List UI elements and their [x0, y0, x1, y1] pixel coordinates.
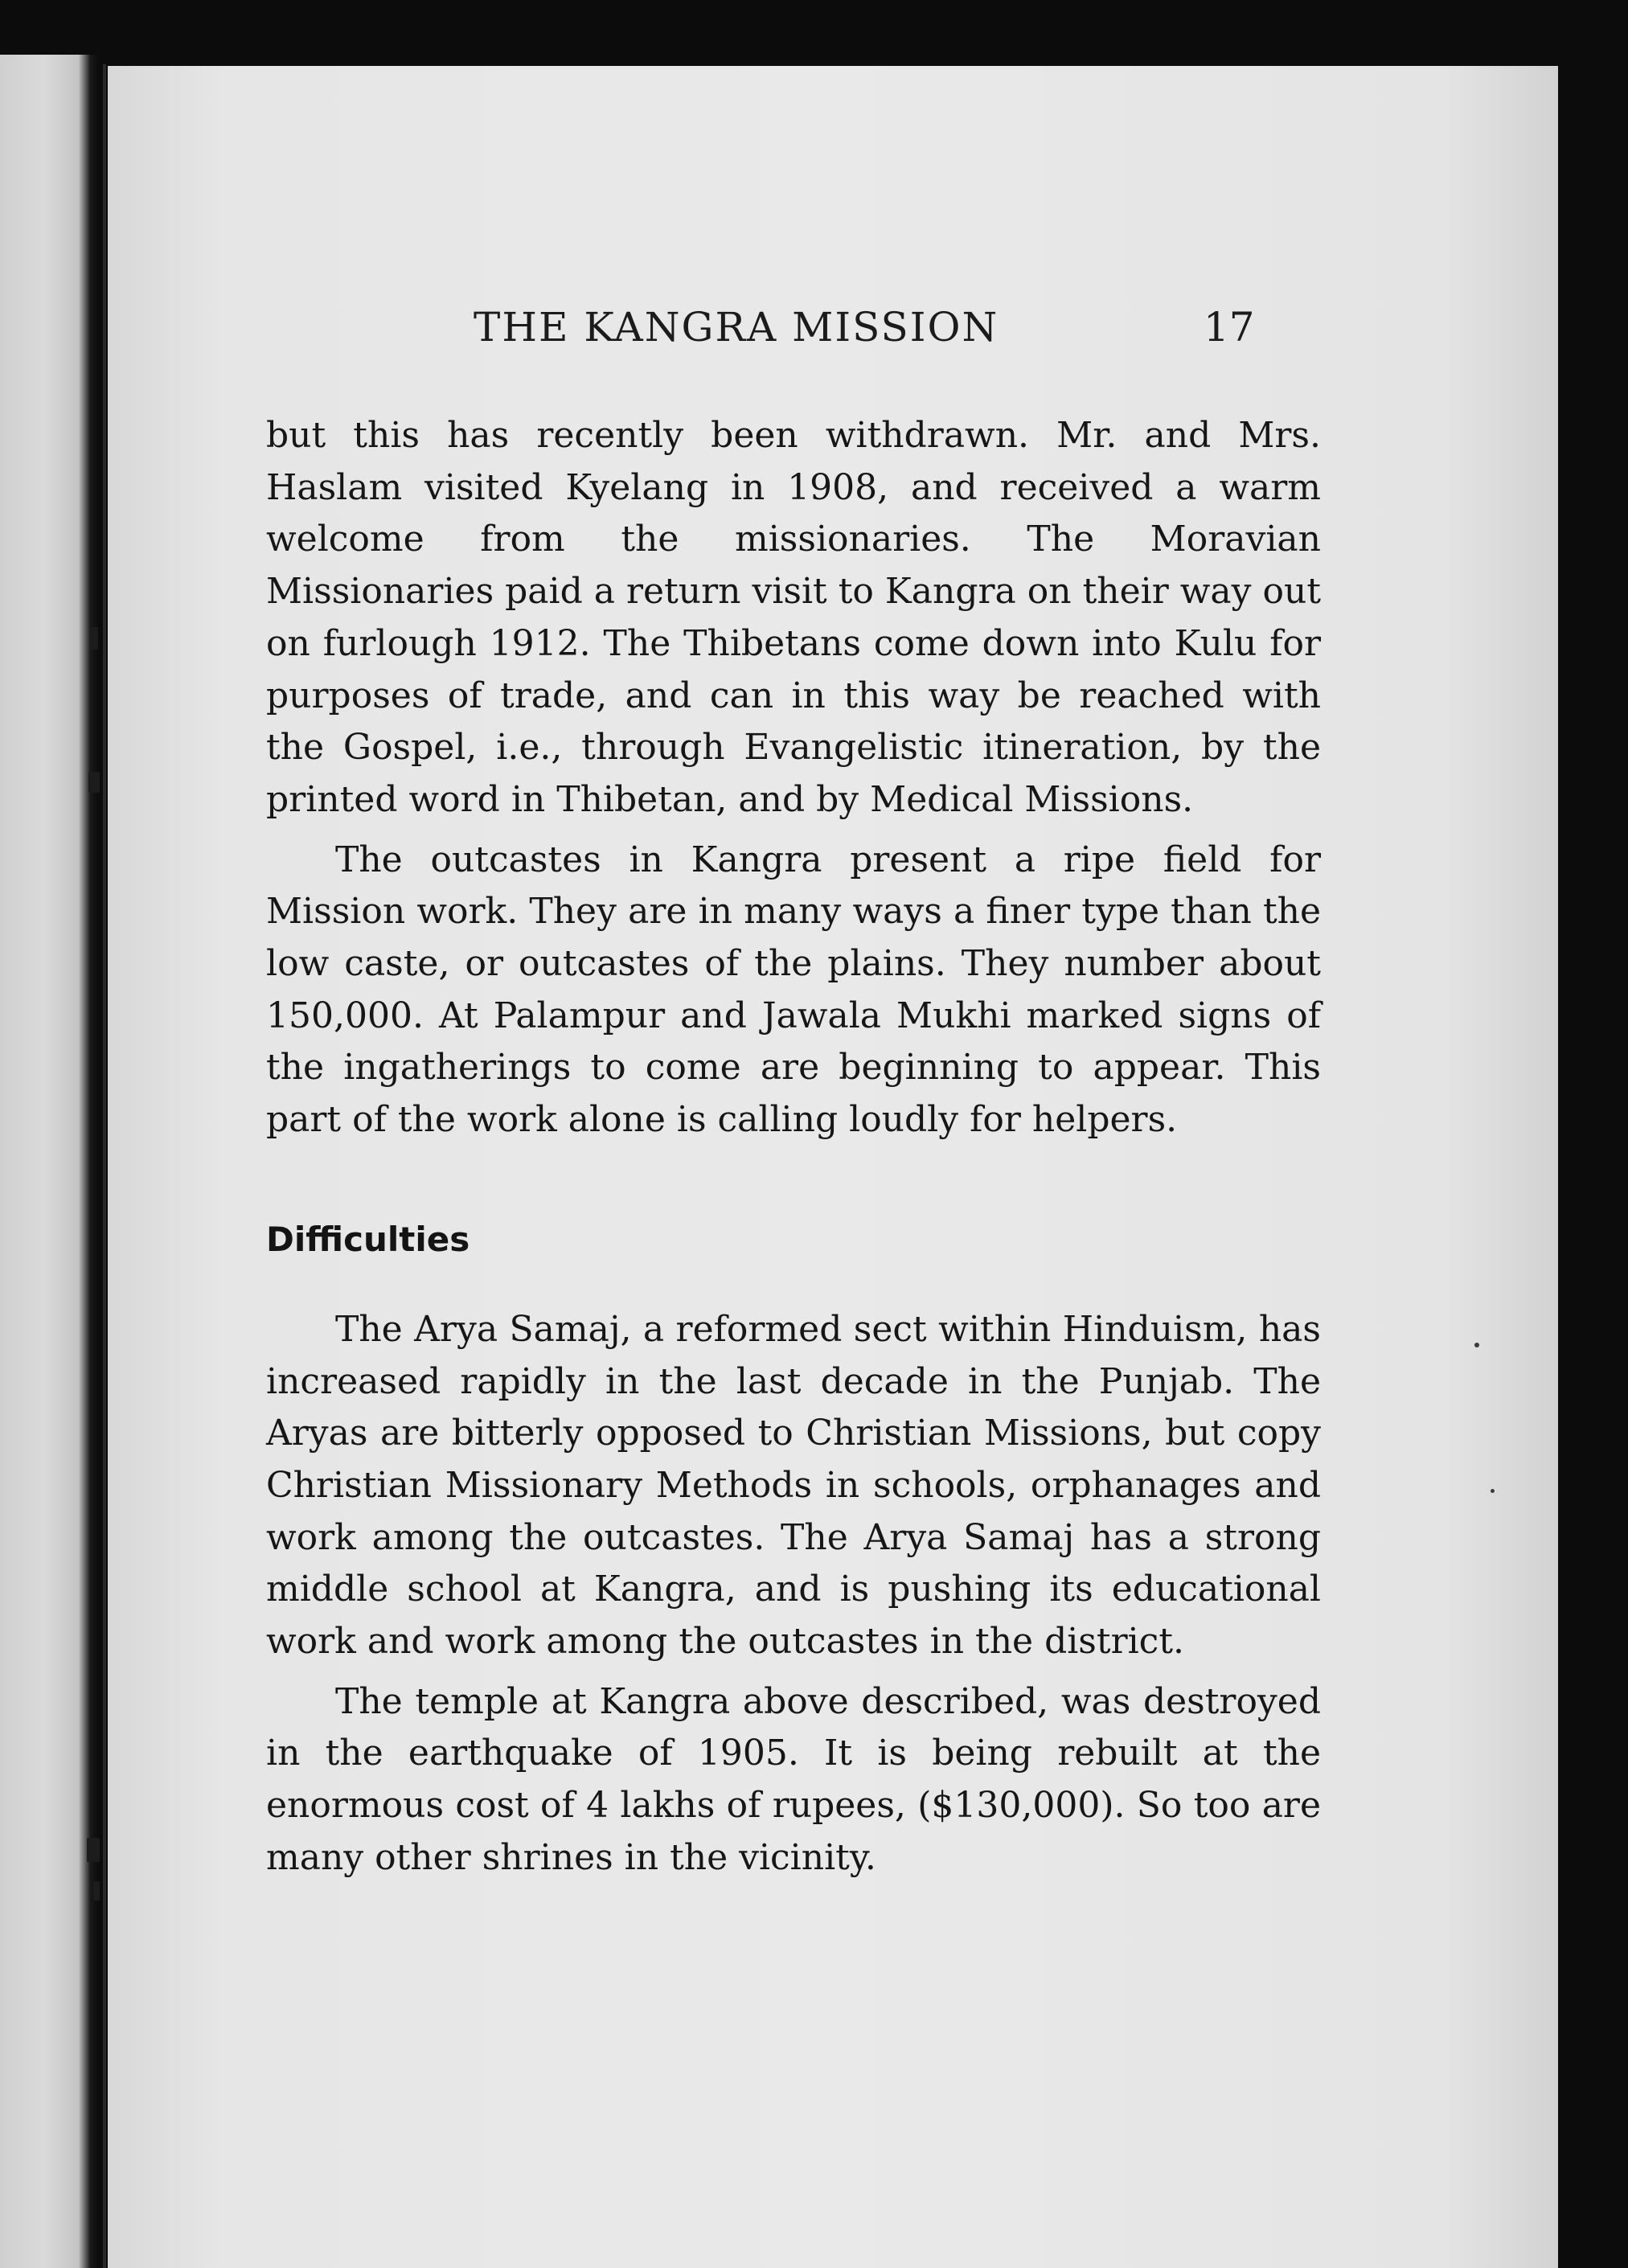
body-text	[266, 410, 1321, 1885]
running-head	[108, 304, 1558, 360]
paragraph: The Arya Samaj, a reformed sect within Hinduism, has increased rapidly in the last decade in the Punjab. The Aryas are bitterly opposed to Christian Missions, but copy Christian Missionary Methods in schools, orphanages and work among the outcastes. The Arya Samaj has a strong middle school at Kangra, and is pushing its educational work and work among the outcastes in the district.	[266, 1308, 1321, 1663]
spine-mark	[93, 1881, 100, 1901]
scan-speck	[1474, 1343, 1479, 1347]
facing-page-edge	[0, 55, 98, 2268]
spine-mark	[87, 1838, 100, 1862]
paragraph: The outcastes in Kangra present a ripe field for Mission work. They are in many ways a finer type than the low caste, or outcastes of the plains. They number about 150,000. At Palampur and Jawala Mukhi marked signs of the ingatherings to come are beginning to appear. This part of the work alone is calling loudly for helpers.	[266, 839, 1321, 1141]
scan-speck	[1491, 1489, 1495, 1493]
running-title: THE KANGRA MISSION	[474, 304, 999, 351]
book-spine	[103, 64, 106, 2268]
paragraph: The temple at Kangra above described, was destroyed in the earthquake of 1905. It is being rebuilt at the enormous cost of 4 lakhs of rupees, ($130,000). So too are many other shrines in the vicinity.	[266, 1680, 1321, 1878]
paragraph: but this has recently been withdrawn. Mr. and Mrs. Haslam visited Kyelang in 1908, and received a warm welcome from the missionaries. The Moravian Missionaries paid a return visit to Kangra on their way out on furlough 1912. The Thibetans come down into Kulu for purposes of trade, and can in this way be reached with the Gospel, i.e., through Evangelistic itineration, by the printed word in Thibetan, and by Medical Missions.	[266, 415, 1321, 820]
page-number: 17	[1204, 304, 1255, 351]
spine-mark	[90, 627, 98, 650]
section-heading: Difficulties	[266, 1219, 470, 1259]
scan-background	[1558, 0, 1628, 2268]
book-page	[108, 66, 1558, 2268]
spine-mark	[88, 772, 100, 793]
